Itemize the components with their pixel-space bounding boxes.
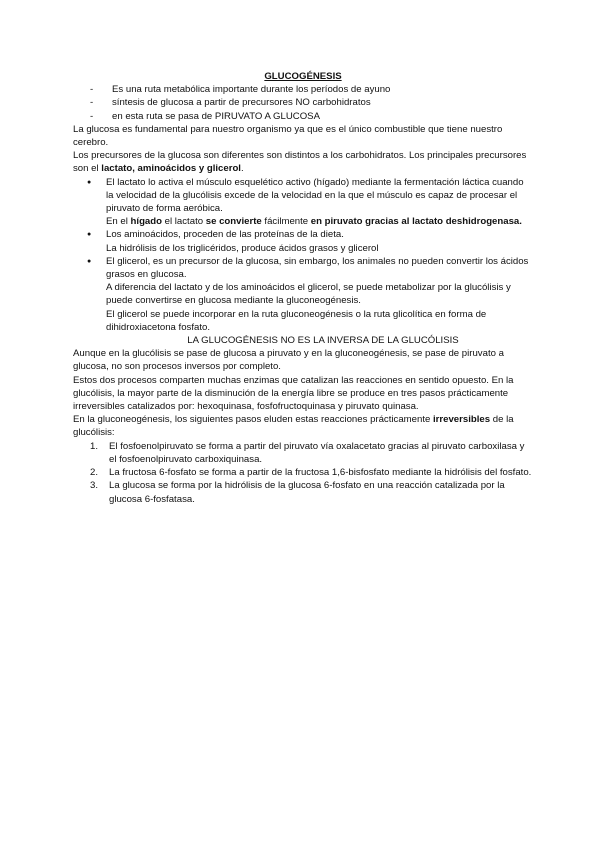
bypass-text-c: de la glucólisis: xyxy=(73,414,514,439)
lactato-liver-f: en piruvato gracias al lactato deshidrogenasa. xyxy=(310,216,522,228)
lactato-liver-a: En el xyxy=(106,216,131,228)
precursors-bold: lactato, aminoácidos y glicerol xyxy=(101,163,241,175)
dash-item: - en esta ruta se pasa de PIRUVATO A GLUCOSA xyxy=(73,110,533,123)
bullet-aminoacidos xyxy=(73,228,533,254)
glicerol-route-text: El glicerol se puede incorporar en la ruta gluconeogénesis o la ruta glicolítica en forma de dihidroxiacetona fosfato. xyxy=(106,308,487,333)
step-text: La fructosa 6-fosfato se forma a partir de la fructosa 1,6-bisfosfato mediante la hidrólisis del fosfato. xyxy=(109,467,532,479)
step-text: La glucosa se forma por la hidrólisis de la glucosa 6-fosfato en una reacción catalizada por la glucosa 6-fosfatasa. xyxy=(109,480,505,505)
lactato-liver-e: fácilmente xyxy=(261,216,311,228)
bypass-steps-list xyxy=(73,440,533,506)
lactato-liver-c: el lactato xyxy=(162,216,206,228)
page-title: GLUCOGÉNESIS xyxy=(264,71,342,82)
step-text: El fosfoenolpiruvato se forma a partir del piruvato vía oxalacetato gracias al piruvato carboxilasa y el fosfoenolpiruvato carboxiquinasa. xyxy=(109,440,525,465)
glicerol-metabolism-text: A diferencia del lactato y de los aminoácidos el glicerol, se puede metabolizar por la glucólisis y puede convertirse en glucosa mediante la gluconeogénesis. xyxy=(106,282,511,307)
bullet-glicerol xyxy=(73,255,533,334)
precursor-bullets xyxy=(73,176,533,334)
precursors-end: . xyxy=(240,163,244,175)
step-number: 3. xyxy=(90,480,99,492)
paragraph-bypass xyxy=(73,413,533,439)
summary-dash-list xyxy=(73,83,533,123)
list-item xyxy=(73,466,533,479)
section-heading: LA GLUCOGÉNESIS NO ES LA INVERSA DE LA GLUCÓLISIS xyxy=(187,335,459,347)
bullet-lactato xyxy=(73,176,533,229)
precursors-paragraph xyxy=(73,149,533,175)
lactato-liver-text xyxy=(106,215,533,228)
precursors-text: Los precursores de la glucosa son diferentes son distintos a los carbohidratos. Los principales precursores son el xyxy=(73,150,527,175)
step-number: 2. xyxy=(90,467,99,479)
intro-paragraph: La glucosa es fundamental para nuestro organismo ya que es el único combustible que tiene nuestro cerebro. xyxy=(73,123,503,149)
bypass-text-a: En la gluconeogénesis, los siguientes pasos eluden estas reacciones prácticamente xyxy=(73,414,433,426)
lactato-liver-b: hígado xyxy=(130,216,162,228)
document-content xyxy=(73,70,533,506)
list-item xyxy=(73,479,533,505)
bypass-bold: irreversibles xyxy=(433,414,491,426)
step-number: 1. xyxy=(90,440,99,452)
dash-item: - síntesis de glucosa a partir de precursores NO carbohidratos xyxy=(73,96,533,109)
lactato-liver-d: se convierte xyxy=(205,216,262,228)
dash-item: - Es una ruta metabólica importante durante los períodos de ayuno xyxy=(73,83,533,96)
paragraph-inverse: Aunque en la glucólisis se pase de glucosa a piruvato y en la gluconeogénesis, se pase de piruvato a glucosa, no son procesos inversos por completo. xyxy=(73,348,504,373)
list-item xyxy=(73,440,533,466)
aminoacidos-text: ● Los aminoácidos, proceden de las proteínas de la dieta. xyxy=(106,229,344,241)
paragraph-enzymes: Estos dos procesos comparten muchas enzimas que catalizan las reacciones en sentido opuesto. En la glucólisis, la mayor parte de la disminución de la energía libre se produce en tres pasos prácticamente irreversibles catalizados por: hexoquinasa, fosfofructoquinasa y piruvato quinasa. xyxy=(73,374,514,413)
glicerol-text: ● El glicerol, es un precursor de la glucosa, sin embargo, los animales no pueden convertir los ácidos grasos en glucosa. xyxy=(106,255,529,281)
trigliceridos-text: La hidrólisis de los triglicéridos, produce ácidos grasos y glicerol xyxy=(106,242,379,254)
lactato-text: ● El lactato lo activa el músculo esquelético activo (hígado) mediante la fermentación láctica cuando la velocidad de la glucólisis excede de la velocidad en la que el músculo es capaz de procesar el piruvato de forma aeróbica. xyxy=(106,176,524,215)
